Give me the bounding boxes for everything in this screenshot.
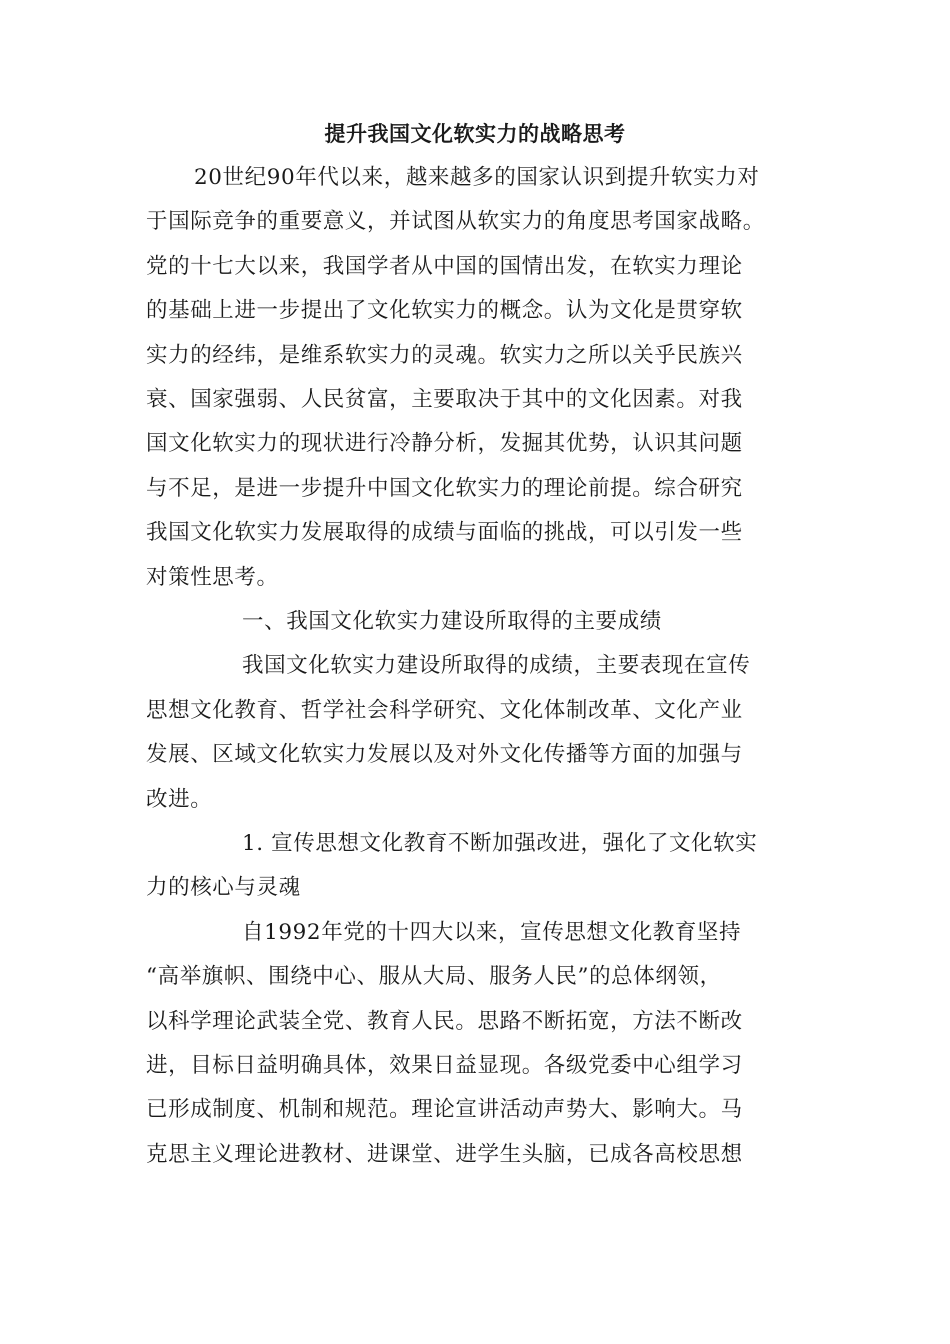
text-line: 改进。 [146, 786, 213, 812]
text-line: 我国文化软实力发展取得的成绩与面临的挑战，可以引发一些 [146, 520, 743, 546]
text-line: 实力的经纬，是维系软实力的灵魂。软实力之所以关乎民族兴 [146, 342, 743, 368]
text-line: 发展、区域文化软实力发展以及对外文化传播等方面的加强与 [146, 742, 743, 768]
text-line: 20世纪90年代以来，越来越多的国家认识到提升软实力对 [194, 165, 760, 190]
text-line: “高举旗帜、围绕中心、服从大局、服务人民”的总体纲领， [146, 964, 722, 990]
text-line: 自1992年党的十四大以来，宣传思想文化教育坚持 [242, 919, 742, 945]
text-line: 进，目标日益明确具体，效果日益显现。各级党委中心组学习 [146, 1053, 743, 1078]
text-line: 于国际竞争的重要意义，并试图从软实力的角度思考国家战略。 [146, 209, 765, 235]
text-line: 克思主义理论进教材、进课堂、进学生头脑，已成各高校思想 [146, 1141, 743, 1167]
text-line: 思想文化教育、哲学社会科学研究、文化体制改革、文化产业 [146, 697, 743, 723]
text-line: 1. 宣传思想文化教育不断加强改进，强化了文化软实 [242, 831, 758, 856]
text-line: 一、我国文化软实力建设所取得的主要成绩 [242, 609, 662, 634]
text-line: 的基础上进一步提出了文化软实力的概念。认为文化是贯穿软 [146, 298, 743, 324]
text-line: 与不足，是进一步提升中国文化软实力的理论前提。综合研究 [146, 475, 743, 501]
text-line: 力的核心与灵魂 [146, 875, 301, 901]
text-line: 以科学理论武装全党、教育人民。思路不断拓宽，方法不断改 [146, 1008, 743, 1034]
text-line: 衰、国家强弱、人民贫富，主要取决于其中的文化因素。对我 [146, 387, 743, 412]
text-line: 我国文化软实力建设所取得的成绩，主要表现在宣传 [242, 653, 751, 679]
text-line: 对策性思考。 [146, 564, 279, 590]
text-line: 党的十七大以来，我国学者从中国的国情出发，在软实力理论 [146, 253, 743, 279]
text-line: 已形成制度、机制和规范。理论宣讲活动声势大、影响大。马 [146, 1097, 743, 1123]
text-line: 国文化软实力的现状进行冷静分析，发掘其优势，认识其问题 [146, 431, 743, 457]
document-title: 提升我国文化软实力的战略思考 [324, 121, 626, 146]
